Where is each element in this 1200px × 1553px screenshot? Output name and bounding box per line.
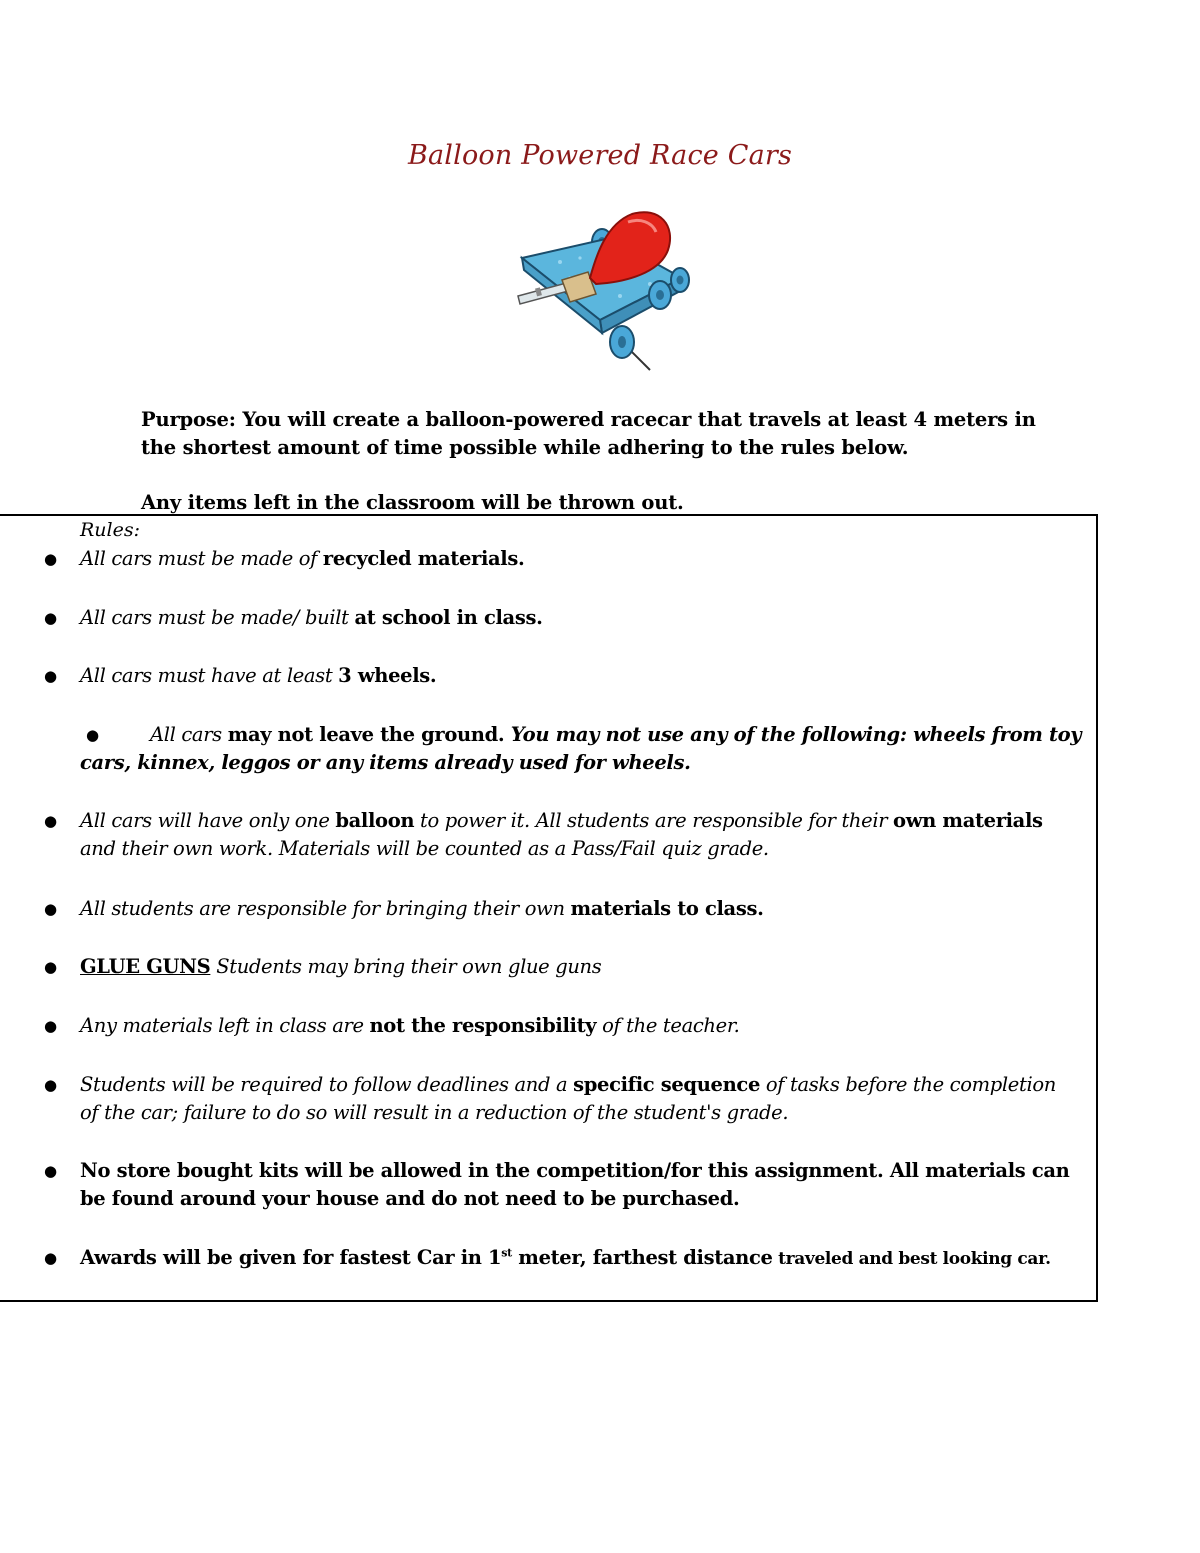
rule-item: ● All cars may not leave the ground. You may not use any of the following: wheels from toy cars, kinnex, leggos or any items already used for wheels. bbox=[80, 723, 1082, 774]
rules-heading: Rules: bbox=[80, 519, 141, 541]
balloon-car-illustration bbox=[510, 200, 690, 380]
bullet-icon: ● bbox=[44, 1076, 57, 1094]
rule-item: ● No store bought kits will be allowed in the competition/for this assignment. All materials can be found around your house and do not need to be purchased. bbox=[44, 1159, 1070, 1210]
page-title: Balloon Powered Race Cars bbox=[407, 140, 793, 171]
bullet-icon: ● bbox=[44, 900, 57, 918]
bullet-icon: ● bbox=[44, 958, 57, 976]
classroom-notice: Any items left in the classroom will be thrown out. bbox=[141, 491, 684, 514]
purpose-line-1: Purpose: You will create a balloon-powered racecar that travels at least 4 meters in bbox=[141, 408, 1036, 431]
bullet-icon: ● bbox=[44, 1017, 57, 1035]
bullet-icon: ● bbox=[86, 726, 99, 744]
purpose-line-2: the shortest amount of time possible while adhering to the rules below. bbox=[141, 436, 909, 459]
bullet-icon: ● bbox=[44, 550, 57, 568]
bullet-icon: ● bbox=[44, 609, 57, 627]
rule-item: ● Students will be required to follow deadlines and a specific sequence of tasks before the completion of the car; failure to do so will result in a reduction of the student's grade. bbox=[44, 1073, 1056, 1124]
purpose-statement bbox=[141, 406, 1071, 462]
rule-item: ● All cars must have at least 3 wheels. bbox=[80, 662, 1090, 690]
rule-item: ● Awards will be given for fastest Car in 1st meter, farthest distance traveled and best looking car. bbox=[80, 1244, 1090, 1273]
rule-item: ● All cars must be made/ built at school in class. bbox=[80, 604, 1090, 632]
bullet-icon: ● bbox=[44, 667, 57, 685]
bullet-icon: ● bbox=[44, 1162, 57, 1180]
rule-item: ● Any materials left in class are not the responsibility of the teacher. bbox=[80, 1012, 1090, 1040]
bullet-icon: ● bbox=[44, 1249, 57, 1267]
rule-item: ● All cars must be made of recycled materials. bbox=[80, 545, 1090, 573]
bullet-icon: ● bbox=[44, 812, 57, 830]
rule-item: ● GLUE GUNS Students may bring their own glue guns bbox=[80, 953, 1090, 981]
rule-item: ● All cars will have only one balloon to power it. All students are responsible for their own materials and their own work. Materials will be counted as a Pass/Fail quiz grade. bbox=[44, 809, 1043, 860]
rule-item: ● All students are responsible for bringing their own materials to class. bbox=[80, 895, 1090, 923]
